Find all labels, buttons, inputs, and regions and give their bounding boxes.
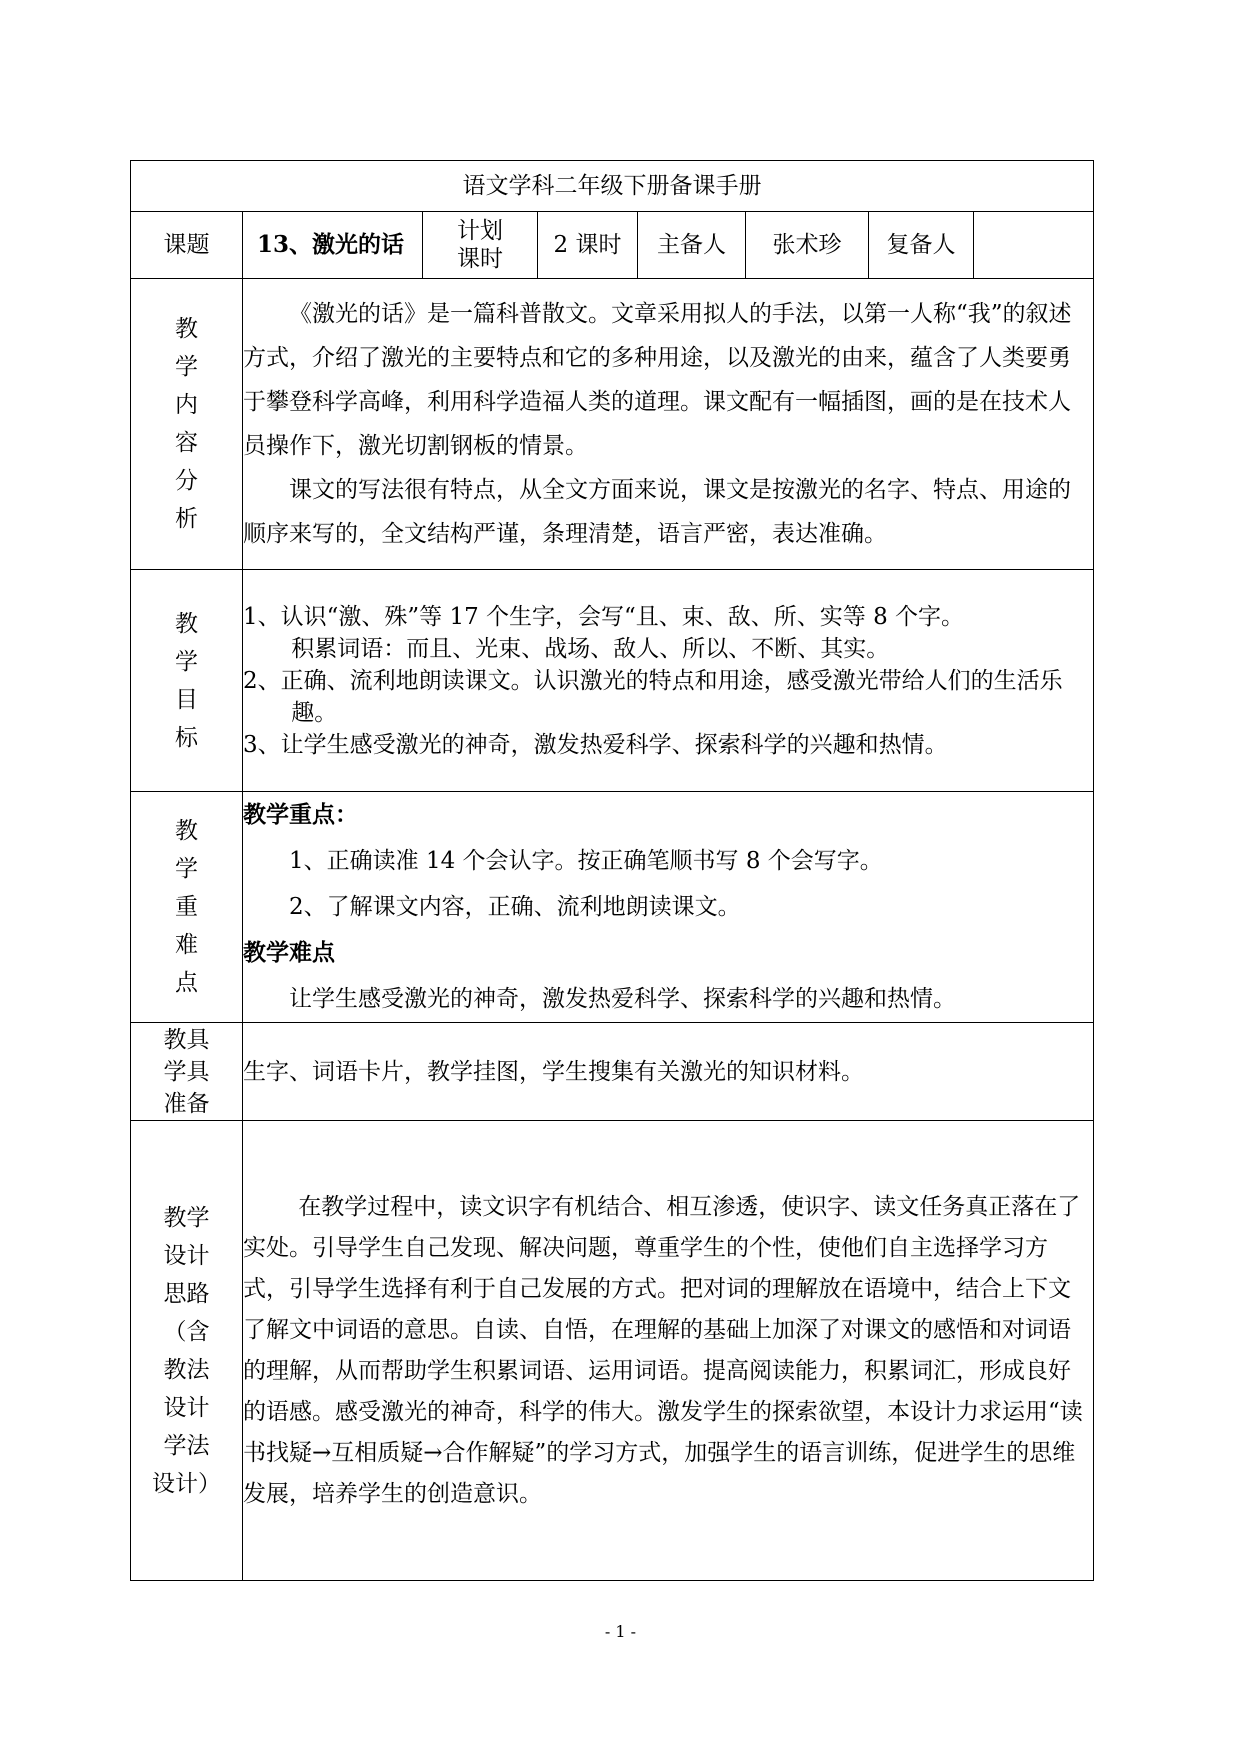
design-label-line: 学法 bbox=[163, 1432, 210, 1459]
analysis-paragraph: 《激光的话》是一篇科普散文。文章采用拟人的手法，以第一人称“我”的叙述方式，介绍了激光的主要特点和它的多种用途，以及激光的由来，蕴含了人类要勇于攀登科学高峰，利用科学造福人类的道理。课文配有一幅插图，画的是在技术人员操作下，激光切割钢板的情景。 bbox=[243, 301, 1072, 459]
analysis-paragraph: 课文的写法很有特点，从全文方面来说，课文是按激光的名字、特点、用途的顺序来写的，全文结构严谨，条理清楚，语言严密，表达准确。 bbox=[243, 477, 1071, 547]
design-label-line: 思路 bbox=[163, 1280, 210, 1307]
analysis-label-char: 容 bbox=[175, 430, 198, 456]
goals-label-char: 目 bbox=[175, 686, 198, 713]
design-label-line: 设计 bbox=[163, 1394, 210, 1421]
materials-label bbox=[131, 1023, 243, 1121]
design-label-line: 教法 bbox=[163, 1356, 210, 1383]
design-label bbox=[131, 1121, 243, 1581]
plan-hours-value: 2 课时 bbox=[538, 212, 638, 279]
difficulty-text: 让学生感受激光的神奇，激发热爱科学、探索科学的兴趣和热情。 bbox=[289, 986, 956, 1012]
goals-label-char: 教 bbox=[175, 610, 198, 637]
difficulty-heading: 教学难点 bbox=[243, 939, 335, 966]
main-preparer-label: 主备人 bbox=[638, 212, 746, 279]
goal-item: 1、认识“激、殊”等 17 个生字，会写“且、束、敌、所、实等 8 个字。 bbox=[243, 603, 965, 630]
design-paragraph: 在教学过程中，读文识字有机结合、相互渗透，使识字、读文任务真正落在了实处。引导学生自己发现、解决问题，尊重学生的个性，使他们自主选择学习方式，引导学生选择有利于自己发展的方式。把对词的理解放在语境中，结合上下文了解文中词语的意思。自读、自悟，在理解的基础上加深了对课文的感悟和对词语的理解，从而帮助学生积累词语、运用词语。提高阅读能力，积累词汇，形成良好的语感。感受激光的神奇，科学的伟大。激发学生的探索欲望，本设计力求运用“读书找疑→互相质疑→合作解疑”的学习方式，加强学生的语言训练，促进学生的思维发展，培养学生的创造意识。 bbox=[243, 1193, 1083, 1507]
co-preparer-value bbox=[974, 212, 1094, 279]
plan-label-line-2: 课时 bbox=[457, 246, 503, 272]
key-points-label-char: 点 bbox=[175, 970, 198, 996]
analysis-label-char: 内 bbox=[175, 392, 198, 418]
materials-label-line: 准备 bbox=[163, 1090, 210, 1117]
goals-label bbox=[131, 570, 243, 792]
analysis-label-char: 析 bbox=[175, 506, 198, 532]
key-points-content bbox=[243, 792, 1094, 1023]
key-points-label-char: 教 bbox=[175, 818, 198, 844]
materials-label-line: 教具 bbox=[163, 1026, 210, 1053]
design-content bbox=[243, 1121, 1094, 1581]
goal-item: 3、让学生感受激光的神奇，激发热爱科学、探索科学的兴趣和热情。 bbox=[243, 731, 948, 758]
focus-heading: 教学重点： bbox=[243, 801, 358, 828]
analysis-label-char: 学 bbox=[175, 354, 198, 380]
goals-content bbox=[243, 570, 1094, 792]
co-preparer-label: 复备人 bbox=[869, 212, 974, 279]
key-points-label bbox=[131, 792, 243, 1023]
key-points-label-char: 重 bbox=[175, 894, 198, 920]
materials-content: 生字、词语卡片，教学挂图，学生搜集有关激光的知识材料。 bbox=[243, 1023, 1094, 1121]
lesson-plan-table bbox=[130, 160, 1094, 1581]
plan-label-line-1: 计划 bbox=[457, 218, 503, 244]
analysis-label-char: 教 bbox=[175, 316, 198, 342]
focus-item: 2、了解课文内容，正确、流利地朗读课文。 bbox=[289, 894, 741, 920]
key-points-label-char: 难 bbox=[175, 932, 198, 958]
design-label-line: 教学 bbox=[163, 1204, 210, 1231]
goal-item-sub: 积累词语：而且、光束、战场、敌人、所以、不断、其实。 bbox=[291, 635, 890, 662]
analysis-label bbox=[131, 279, 243, 570]
goals-label-char: 学 bbox=[175, 648, 198, 675]
analysis-content bbox=[243, 279, 1094, 570]
plan-hours-label bbox=[423, 212, 538, 279]
goals-label-char: 标 bbox=[175, 724, 198, 751]
design-label-line: 设计 bbox=[163, 1242, 210, 1269]
design-label-line: 设计） bbox=[152, 1470, 221, 1497]
topic-value: 13、激光的话 bbox=[243, 212, 423, 279]
document-title: 语文学科二年级下册备课手册 bbox=[131, 161, 1094, 212]
materials-label-line: 学具 bbox=[163, 1058, 210, 1085]
topic-label: 课题 bbox=[131, 212, 243, 279]
key-points-label-char: 学 bbox=[175, 856, 198, 882]
analysis-label-char: 分 bbox=[175, 468, 198, 494]
page-number: - 1 - bbox=[604, 1622, 637, 1641]
focus-item: 1、正确读准 14 个会认字。按正确笔顺书写 8 个会写字。 bbox=[289, 848, 883, 874]
main-preparer-value: 张术珍 bbox=[746, 212, 869, 279]
goal-item: 2、正确、流利地朗读课文。认识激光的特点和用途，感受激光带给人们的生活乐趣。 bbox=[243, 667, 1063, 726]
design-label-line: （含 bbox=[163, 1318, 210, 1345]
